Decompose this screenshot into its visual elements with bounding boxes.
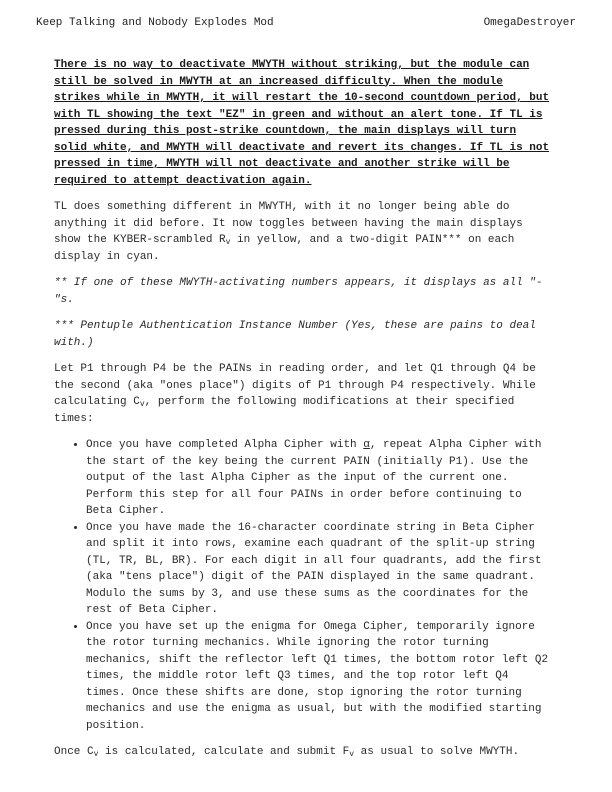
list-item: • Once you have made the 16-character coordinate string in Beta Cipher and split it into rows, examine each quadrant of the split-up string (TL, TR, BL, BR). For each digit in all four quadrants, add the first (aka "tens place") digit of the PAIN displayed in the same quadrant. Modulo the sums by 3, and use these sums as the coordinates for the rest of Beta Cipher. <box>86 520 554 619</box>
header-title: Keep Talking and Nobody Explodes Mod <box>36 17 274 29</box>
tl-paragraph <box>54 199 554 265</box>
footnote-pain: *** Pentuple Authentication Instance Number (Yes, these are pains to deal with.) <box>54 320 536 349</box>
footnote-dashes: ** If one of these MWYTH-activating numbers appears, it displays as all "-"s. <box>54 277 543 306</box>
list-item: • Once you have set up the enigma for Omega Cipher, temporarily ignore the rotor turning mechanics. While ignoring the rotor turning mechanics, shift the reflector left Q1 times, the bottom rotor left Q2 times, the middle rotor left Q3 times, and the top rotor left Q4 times. Once these shifts are done, stop ignoring the rotor turning mechanics and use the enigma as usual, but with the modified starting position. <box>86 619 554 735</box>
warning-paragraph: There is no way to deactivate MWYTH without striking, but the module can still be solved in MWYTH at an increased difficulty. When the module strikes while in MWYTH, it will restart the 10-second countdown period, but with TL showing the text "EZ" in green and without an alert tone. If TL is pressed during this post-strike countdown, the main displays will turn solid white, and MWYTH will deactivate and revert its changes. If TL is not pressed in time, MWYTH will not deactivate and another strike will be required to attempt deactivation again. <box>54 59 550 187</box>
tl-text-1: TL does something different in MWYTH, with it no longer being able do anything it did before. It now toggles between having the main displays show the KYBER-scrambled R <box>54 201 523 246</box>
tl-text-2: in yellow, and a two-digit PAIN*** on each display in cyan. <box>54 234 515 263</box>
bullet1-text-1: Once you have completed Alpha Cipher with <box>86 439 364 451</box>
intro-text-2: , perform the following modifications at their specified times: <box>54 396 515 425</box>
closing-paragraph <box>54 744 554 761</box>
closing-text-1: Once C <box>54 746 94 758</box>
closing-subscript-1: v <box>93 750 99 759</box>
closing-subscript-2: v <box>349 750 355 759</box>
modification-list <box>54 437 554 734</box>
header-author: OmegaDestroyer <box>483 17 576 29</box>
tl-subscript: v <box>225 238 231 247</box>
closing-text-2: is calculated, calculate and submit F <box>98 746 350 758</box>
bullet1-text-2: , repeat Alpha Cipher with the start of the key being the current PAIN (initially P1). Use the output of the last Alpha Cipher as the input of the current one. Perform this step for all four PAINs in order before continuing to Beta Cipher. <box>86 439 542 517</box>
intro-subscript: v <box>139 400 145 409</box>
list-item <box>86 437 554 520</box>
alpha-symbol: α <box>363 439 370 451</box>
intro-paragraph <box>54 361 554 427</box>
closing-text-3: as usual to solve MWYTH. <box>354 746 520 758</box>
page-header <box>36 17 576 33</box>
manual-content <box>54 57 554 771</box>
intro-text-1: Let P1 through P4 be the PAINs in reading order, and let Q1 through Q4 be the second (aka "ones place") digits of P1 through P4 respectively. While calculating C <box>54 363 536 408</box>
